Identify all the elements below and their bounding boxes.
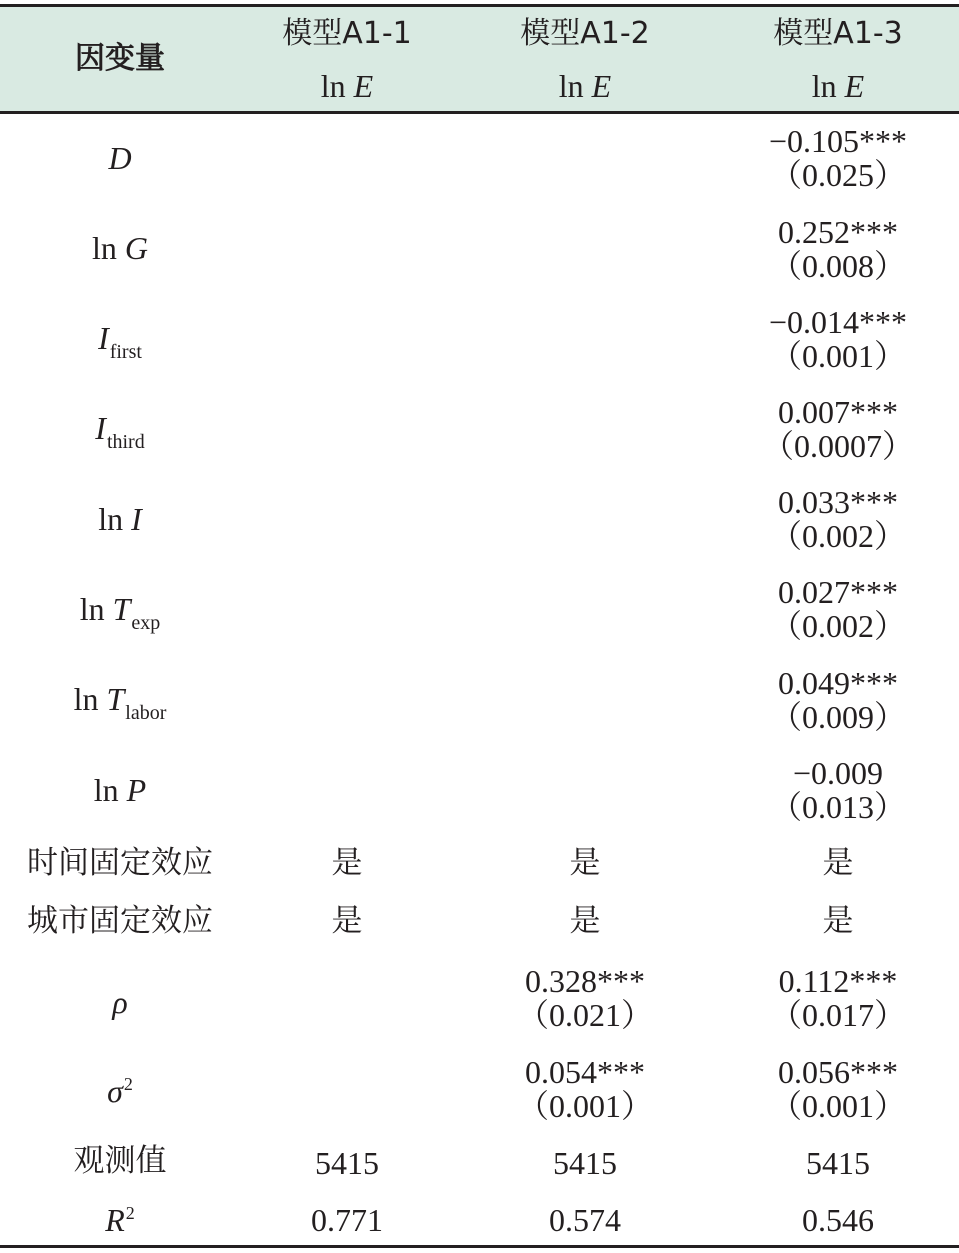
sigma2-m3-se: （0.001） bbox=[769, 1088, 906, 1124]
var-label-lnTexp: $\ln T_{exp}$ bbox=[79, 591, 161, 634]
coef-lnTlabor: 0.049*** bbox=[778, 665, 898, 701]
r2-m3: 0.546 bbox=[802, 1202, 874, 1238]
model-3-dependent: ln E bbox=[811, 68, 865, 104]
bottom-rule bbox=[0, 1245, 959, 1248]
city-fe-label: 城市固定效应 bbox=[27, 903, 213, 939]
coef-Ithird: 0.007*** bbox=[778, 394, 898, 430]
obs-m2: 5415 bbox=[553, 1145, 617, 1181]
model-1-header: 模型A1-1 bbox=[282, 16, 412, 51]
r2-label: $R^2$ bbox=[105, 1202, 135, 1238]
obs-label: 观测值 bbox=[73, 1143, 167, 1179]
r2-m2: 0.574 bbox=[549, 1202, 621, 1238]
var-label-Ithird: $I_{third}$ bbox=[95, 410, 145, 453]
model-2-header: 模型A1-2 bbox=[520, 16, 650, 51]
se-Ithird: （0.0007） bbox=[761, 428, 914, 464]
header-rule bbox=[0, 111, 959, 114]
rho-m2-se: （0.021） bbox=[516, 997, 653, 1033]
se-Ifirst: （0.001） bbox=[769, 338, 906, 374]
time-fe-m2: 是 bbox=[569, 845, 601, 881]
rho-m3-se: （0.017） bbox=[769, 997, 906, 1033]
coef-Ifirst: −0.014*** bbox=[768, 304, 908, 340]
rho-m3-coef: 0.112*** bbox=[778, 963, 898, 999]
sigma2-m3-coef: 0.056*** bbox=[778, 1054, 898, 1090]
r2-m1: 0.771 bbox=[311, 1202, 383, 1238]
se-lnTlabor: （0.009） bbox=[769, 699, 906, 735]
city-fe-m2: 是 bbox=[569, 903, 601, 939]
city-fe-m3: 是 bbox=[822, 903, 854, 939]
var-label-lnTlabor: $\ln T_{labor}$ bbox=[73, 681, 167, 724]
time-fe-m1: 是 bbox=[331, 845, 363, 881]
coef-D: −0.105*** bbox=[768, 123, 908, 159]
rho-m2-coef: 0.328*** bbox=[525, 963, 645, 999]
time-fe-m3: 是 bbox=[822, 845, 854, 881]
var-label-sigma2: $\sigma^2$ bbox=[107, 1073, 133, 1109]
top-rule bbox=[0, 4, 959, 7]
obs-m3: 5415 bbox=[806, 1145, 870, 1181]
coef-lnI: 0.033*** bbox=[778, 484, 898, 520]
var-label-lnI: ln I bbox=[98, 501, 142, 537]
city-fe-m1: 是 bbox=[331, 903, 363, 939]
se-lnG: （0.008） bbox=[769, 248, 906, 284]
se-lnTexp: （0.002） bbox=[769, 608, 906, 644]
se-D: （0.025） bbox=[769, 157, 906, 193]
se-lnP: （0.013） bbox=[769, 789, 906, 825]
model-3-header: 模型A1-3 bbox=[773, 16, 903, 51]
coef-lnTexp: 0.027*** bbox=[778, 574, 898, 610]
var-label-rho: ρ bbox=[112, 984, 128, 1020]
model-1-dependent: ln E bbox=[320, 68, 374, 104]
var-label-Ifirst: $I_{first}$ bbox=[98, 320, 142, 363]
sigma2-m2-se: （0.001） bbox=[516, 1088, 653, 1124]
sigma2-m2-coef: 0.054*** bbox=[525, 1054, 645, 1090]
coef-lnP: −0.009 bbox=[792, 755, 884, 791]
se-lnI: （0.002） bbox=[769, 518, 906, 554]
coef-lnG: 0.252*** bbox=[778, 214, 898, 250]
obs-m1: 5415 bbox=[315, 1145, 379, 1181]
time-fe-label: 时间固定效应 bbox=[27, 845, 213, 881]
var-label-D: D bbox=[108, 140, 132, 176]
var-label-lnP: ln P bbox=[93, 772, 147, 808]
model-2-dependent: ln E bbox=[558, 68, 612, 104]
dep-var-header: 因变量 bbox=[75, 41, 165, 76]
var-label-lnG: ln G bbox=[92, 230, 148, 266]
